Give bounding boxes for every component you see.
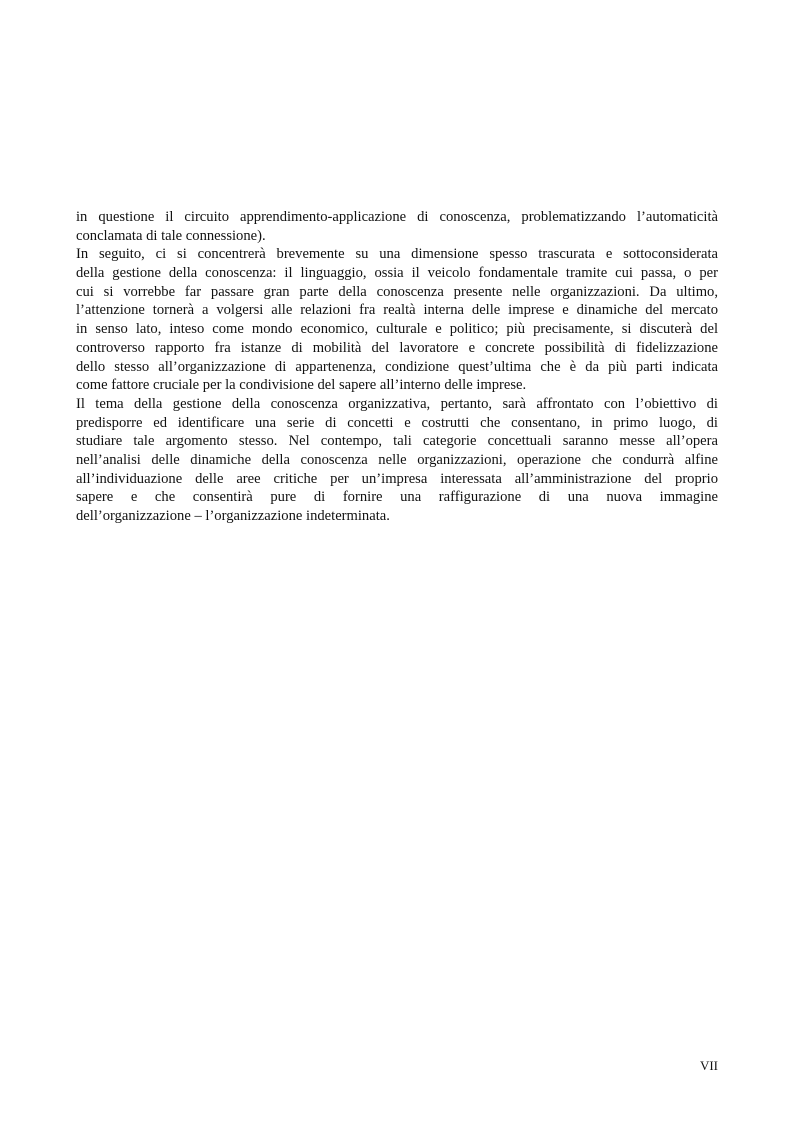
- page-number: VII: [699, 1058, 718, 1073]
- text-line: nell’analisi delle dinamiche della conoscenza nelle organizzazioni, operazione che condurrà alfine: [76, 451, 718, 468]
- text-line: dell’organizzazione – l’organizzazione indeterminata.: [76, 508, 390, 524]
- text-line: della gestione della conoscenza: il linguaggio, ossia il veicolo fondamentale tramite cui passa, o per: [76, 265, 718, 282]
- text-line: come fattore cruciale per la condivisione del sapere all’interno delle imprese.: [76, 377, 527, 394]
- text-line: in senso lato, inteso come mondo economico, culturale e politico; più precisamente, si discuterà del: [76, 321, 718, 338]
- text-line: l’attenzione tornerà a volgersi alle relazioni fra realtà interna delle imprese e dinamiche del mercato: [76, 302, 718, 319]
- text-line: all’individuazione delle aree critiche per un’impresa interessata all’amministrazione del proprio: [76, 470, 718, 487]
- text-line: sapere e che consentirà pure di fornire una raffigurazione di una nuova immagine: [76, 489, 718, 506]
- text-line: dello stesso all’organizzazione di appartenenza, condizione quest’ultima che è da più parti indicata: [76, 358, 718, 375]
- body-text: [76, 208, 718, 526]
- text-line: predisporre ed identificare una serie di concetti e costrutti che consentano, in primo luogo, di: [76, 414, 718, 431]
- text-line: In seguito, ci si concentrerà brevemente su una dimensione spesso trascurata e sottoconsiderata: [76, 246, 718, 263]
- text-line: Il tema della gestione della conoscenza organizzativa, pertanto, sarà affrontato con l’obiettivo di: [76, 395, 718, 412]
- text-line: in questione il circuito apprendimento-applicazione di conoscenza, problematizzando l’automaticità: [76, 209, 718, 225]
- text-line: studiare tale argomento stesso. Nel contempo, tali categorie concettuali saranno messe all’opera: [76, 433, 718, 450]
- text-line: controverso rapporto fra istanze di mobilità del lavoratore e concrete possibilità di fidelizzazione: [76, 339, 718, 356]
- text-line: cui si vorrebbe far passare gran parte della conoscenza presente nelle organizzazioni. Da ultimo,: [76, 283, 718, 300]
- text-line: conclamata di tale connessione).: [76, 227, 266, 244]
